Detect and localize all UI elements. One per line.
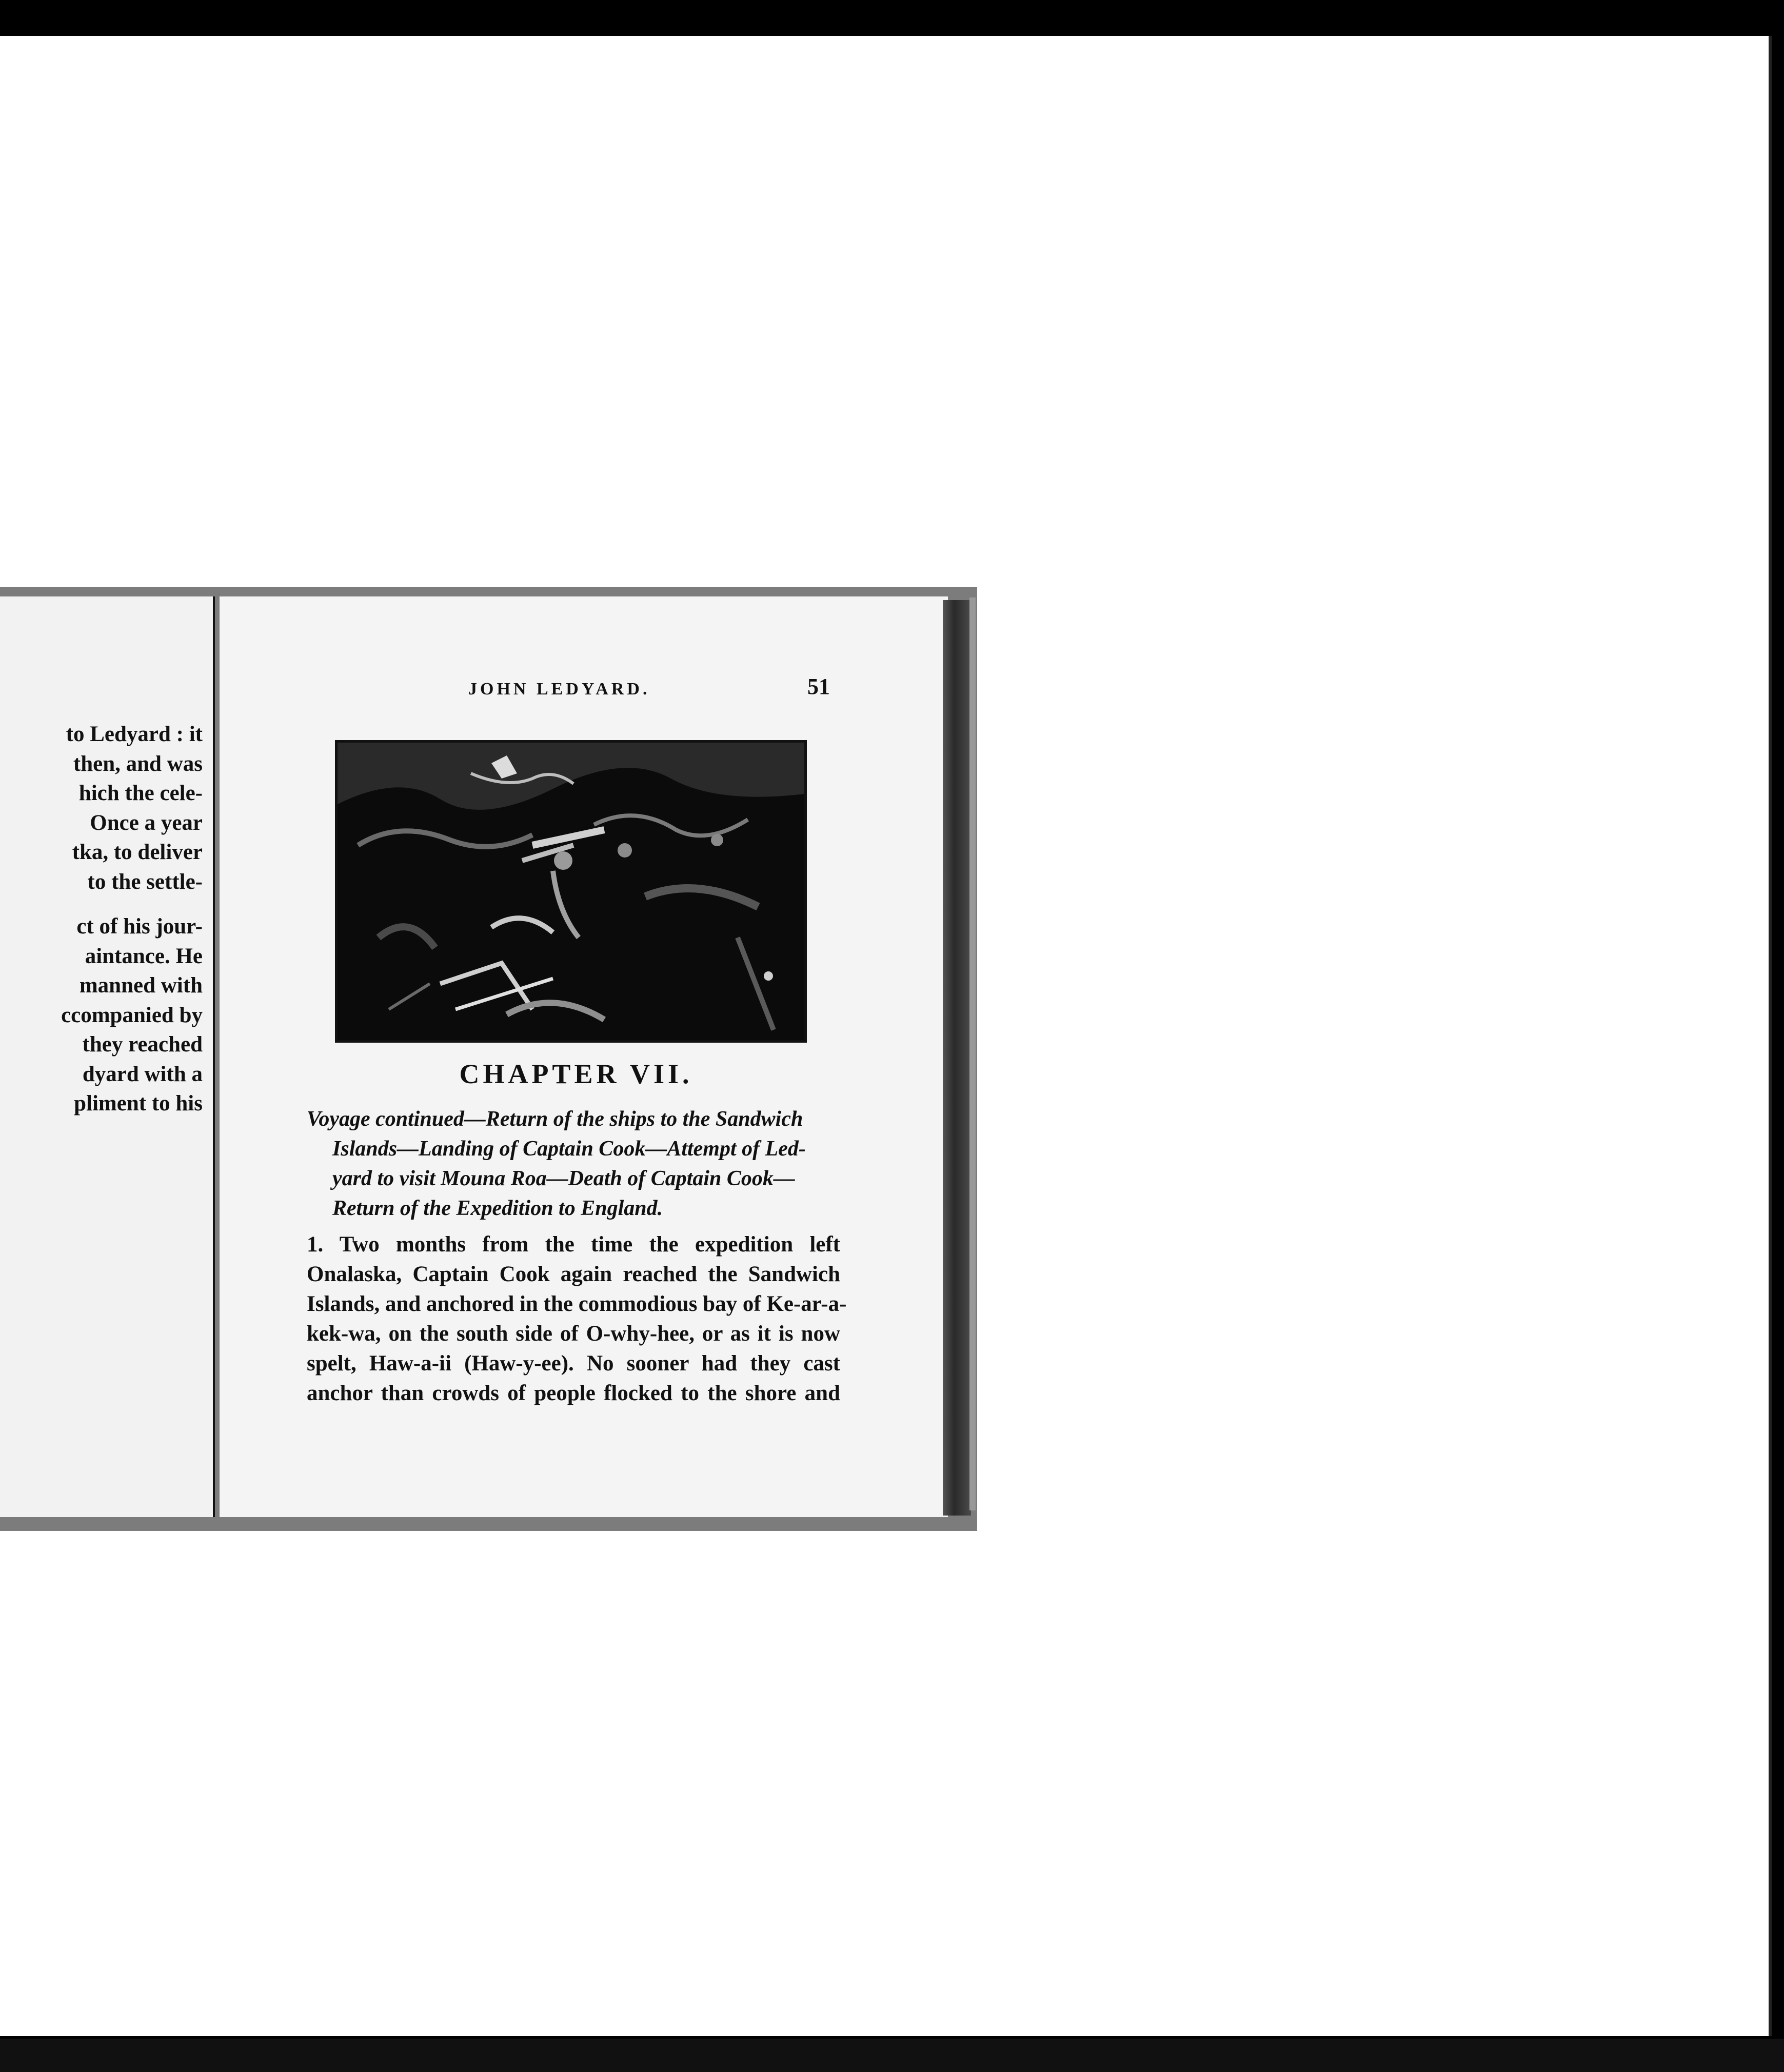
body-line: spelt, Haw-a-ii (Haw-y-ee). No sooner had they cast (307, 1351, 840, 1376)
left-text-line: aintance. He (85, 944, 203, 968)
left-text-line: tka, to deliver (72, 840, 203, 864)
left-text-line: manned with (79, 973, 203, 998)
book-spine (943, 600, 971, 1516)
body-line: Onalaska, Captain Cook again reached the Sandwich (307, 1262, 840, 1286)
chapter-title: CHAPTER VII. (459, 1059, 693, 1089)
running-head: JOHN LEDYARD. (468, 680, 650, 699)
left-text-line: they reached (82, 1032, 203, 1057)
left-page-text (0, 720, 203, 1119)
left-page (0, 596, 215, 1517)
left-text-line: pliment to his (74, 1091, 203, 1115)
left-text-line: then, and was (73, 751, 203, 776)
left-text-line: ccompanied by (61, 1003, 203, 1027)
page-number: 51 (807, 674, 830, 699)
left-text-line: to the settle- (87, 869, 203, 894)
left-text-line: to Ledyard : it (66, 722, 203, 746)
body-line: anchor than crowds of people flocked to the shore and (307, 1381, 840, 1405)
open-book (0, 587, 977, 1531)
left-text-line: hich the cele- (78, 781, 203, 805)
body-line: 1. Two months from the time the expedition left (307, 1232, 840, 1257)
left-text-line: Once a year (90, 810, 203, 835)
engraving-picture (338, 743, 804, 1040)
summary-line: Return of the Expedition to England. (332, 1197, 663, 1220)
body-line: Islands, and anchored in the commodious bay of Ke-ar-a- (307, 1292, 847, 1316)
left-text-line: dyard with a (82, 1062, 203, 1086)
right-page (220, 596, 948, 1517)
chapter-summary (307, 1104, 840, 1223)
summary-line: yard to visit Mouna Roa—Death of Captain Cook— (332, 1167, 795, 1190)
engraving-illustration (335, 740, 807, 1043)
body-line: kek-wa, on the south side of O-why-hee, or as it is now (307, 1322, 840, 1346)
left-text-line: ct of his jour- (76, 914, 203, 939)
summary-line: Islands—Landing of Captain Cook—Attempt of Led- (332, 1137, 806, 1161)
body-paragraph (307, 1230, 847, 1408)
scan-bottom-border (0, 2039, 1784, 2072)
book-fore-edge (969, 597, 976, 1510)
summary-line: Voyage continued—Return of the ships to the Sandwich (307, 1107, 803, 1131)
